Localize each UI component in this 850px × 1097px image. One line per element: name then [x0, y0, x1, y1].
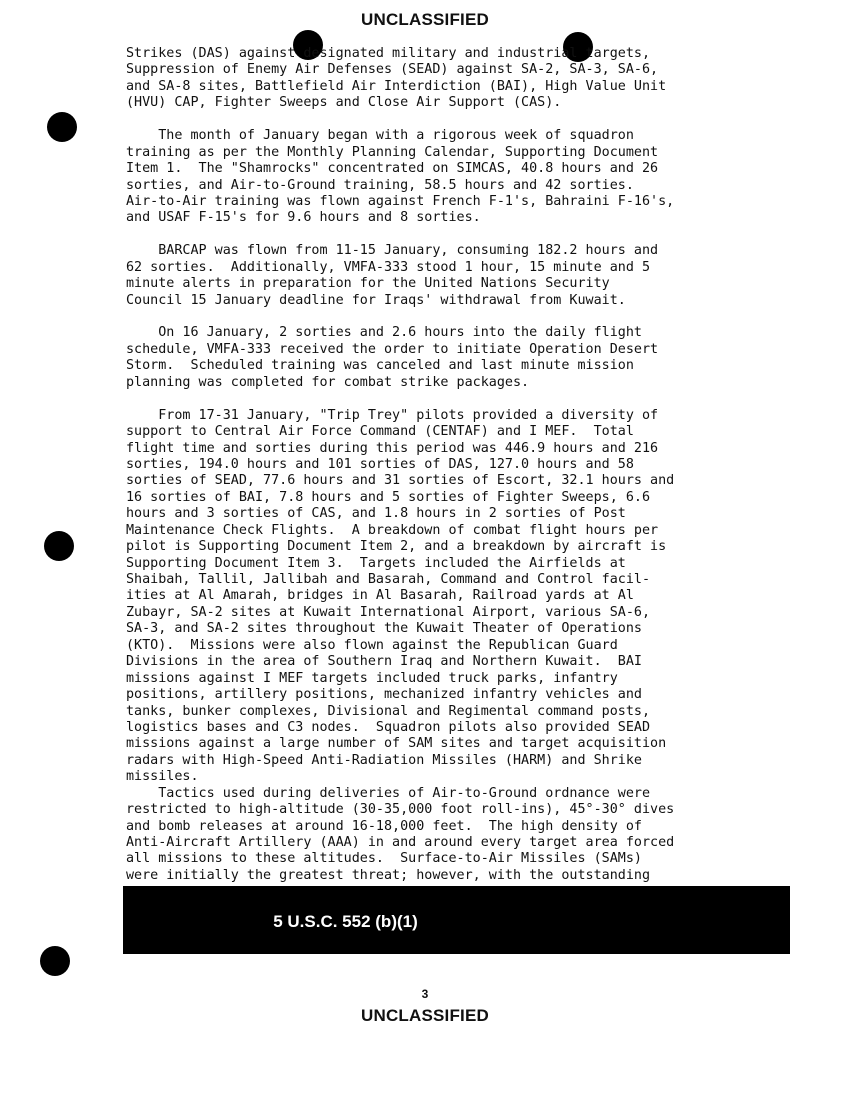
paragraph-gap — [126, 309, 826, 325]
text-line: minute alerts in preparation for the United Nations Security — [126, 276, 610, 292]
text-line: missions against a large number of SAM sites and target acquisition — [126, 736, 667, 752]
text-line: missions against I MEF targets included truck parks, infantry — [126, 670, 618, 686]
redaction-exemption-label: 5 U.S.C. 552 (b)(1) — [273, 912, 418, 931]
binder-hole-mark — [44, 531, 74, 561]
text-line: Item 1. The "Shamrocks" concentrated on SIMCAS, 40.8 hours and 26 — [126, 161, 659, 177]
text-line: training as per the Monthly Planning Calendar, Supporting Document — [126, 144, 659, 160]
text-line: BARCAP was flown from 11-15 January, consuming 182.2 hours and — [126, 243, 659, 259]
text-line: (KTO). Missions were also flown against the Republican Guard — [126, 637, 618, 653]
text-line: Suppression of Enemy Air Defenses (SEAD) against SA-2, SA-3, SA-6, — [126, 62, 659, 78]
text-line: Divisions in the area of Southern Iraq and Northern Kuwait. BAI — [126, 654, 642, 670]
text-line: From 17-31 January, "Trip Trey" pilots provided a diversity of — [126, 407, 659, 423]
text-line: 62 sorties. Additionally, VMFA-333 stood 1 hour, 15 minute and 5 — [126, 259, 651, 275]
text-line: all missions to these altitudes. Surface-to-Air Missiles (SAMs) — [126, 851, 642, 867]
binder-hole-mark — [40, 946, 70, 976]
text-line: pilot is Supporting Document Item 2, and a breakdown by aircraft is — [126, 539, 667, 555]
text-line: sorties, 194.0 hours and 101 sorties of DAS, 127.0 hours and 58 — [126, 456, 634, 472]
document-body — [126, 46, 826, 884]
text-line: positions, artillery positions, mechanized infantry vehicles and — [126, 687, 642, 703]
text-line: schedule, VMFA-333 received the order to initiate Operation Desert — [126, 341, 659, 357]
text-line: and SA-8 sites, Battlefield Air Interdiction (BAI), High Value Unit — [126, 78, 667, 94]
page-number: 3 — [421, 987, 429, 1001]
redaction-block — [123, 886, 790, 954]
bottom-classification-marking: UNCLASSIFIED — [360, 1006, 490, 1025]
text-line: Maintenance Check Flights. A breakdown of combat flight hours per — [126, 522, 659, 538]
text-line: planning was completed for combat strike packages. — [126, 374, 530, 390]
text-line: restricted to high-altitude (30-35,000 foot roll-ins), 45°-30° dives — [126, 802, 675, 818]
text-line: Tactics used during deliveries of Air-to-Ground ordnance were — [126, 785, 651, 801]
text-line: support to Central Air Force Command (CENTAF) and I MEF. Total — [126, 424, 634, 440]
text-line: Strikes (DAS) against designated military and industrial targets, — [126, 46, 651, 61]
text-line: logistics bases and C3 nodes. Squadron pilots also provided SEAD — [126, 719, 651, 735]
text-line: sorties, and Air-to-Ground training, 58.5 hours and 42 sorties. — [126, 177, 634, 193]
text-line: Council 15 January deadline for Iraqs' withdrawal from Kuwait. — [126, 292, 626, 308]
text-line: and bomb releases at around 16-18,000 feet. The high density of — [126, 818, 642, 834]
binder-hole-mark — [47, 112, 77, 142]
text-line: 16 sorties of BAI, 7.8 hours and 5 sorties of Fighter Sweeps, 6.6 — [126, 489, 651, 505]
text-line: were initially the greatest threat; however, with the outstanding — [126, 867, 651, 883]
text-line: Supporting Document Item 3. Targets included the Airfields at — [126, 555, 626, 571]
text-line: (HVU) CAP, Fighter Sweeps and Close Air Support (CAS). — [126, 95, 562, 111]
paragraph-gap — [126, 227, 826, 243]
text-line: flight time and sorties during this period was 446.9 hours and 216 — [126, 440, 659, 456]
text-line: missiles. — [126, 769, 199, 785]
paragraph-gap — [126, 112, 826, 128]
text-line: radars with High-Speed Anti-Radiation Missiles (HARM) and Shrike — [126, 752, 642, 768]
text-line: Storm. Scheduled training was canceled and last minute mission — [126, 358, 634, 374]
top-classification-marking: UNCLASSIFIED — [360, 10, 490, 29]
text-line: SA-3, and SA-2 sites throughout the Kuwait Theater of Operations — [126, 621, 642, 637]
text-line: On 16 January, 2 sorties and 2.6 hours into the daily flight — [126, 325, 642, 341]
text-line: Anti-Aircraft Artillery (AAA) in and around every target area forced — [126, 835, 675, 850]
text-line: and USAF F-15's for 9.6 hours and 8 sorties. — [126, 210, 481, 226]
text-line: tanks, bunker complexes, Divisional and Regimental command posts, — [126, 703, 651, 719]
text-line: Zubayr, SA-2 sites at Kuwait International Airport, various SA-6, — [126, 604, 651, 620]
text-line: ities at Al Amarah, bridges in Al Basarah, Railroad yards at Al — [126, 588, 634, 604]
text-line: Air-to-Air training was flown against French F-1's, Bahraini F-16's, — [126, 193, 675, 209]
text-line: Shaibah, Tallil, Jallibah and Basarah, Command and Control facil- — [126, 572, 651, 587]
text-line: The month of January began with a rigorous week of squadron — [126, 128, 634, 144]
paragraph-gap — [126, 391, 826, 407]
text-line: sorties of SEAD, 77.6 hours and 31 sorties of Escort, 32.1 hours and — [126, 473, 675, 489]
text-line: hours and 3 sorties of CAS, and 1.8 hours in 2 sorties of Post — [126, 506, 626, 522]
